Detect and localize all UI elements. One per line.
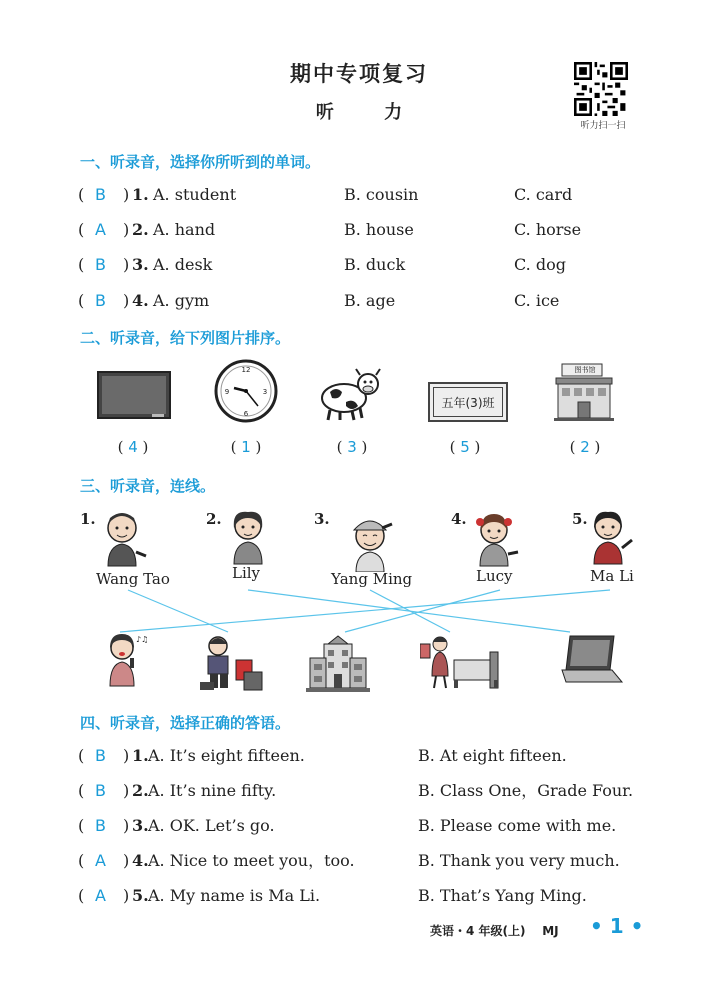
option-a: A. It’s nine fifty. <box>148 781 277 800</box>
page-title: 期中专项复习 <box>290 62 428 86</box>
svg-text:3: 3 <box>262 388 268 396</box>
laptop-icon <box>556 632 626 688</box>
option-a: A. student <box>153 185 237 204</box>
order-answer: ( 4 ) <box>117 438 149 456</box>
svg-text:12: 12 <box>241 366 251 374</box>
qr-caption: 听力扫一扫 <box>580 121 626 131</box>
answer: B <box>95 255 106 274</box>
match-line <box>370 590 450 632</box>
class-sign-text: 五年(3)班 <box>433 387 503 417</box>
answer: A <box>95 886 106 905</box>
order-answer: ( 5 ) <box>449 438 481 456</box>
match-line <box>120 590 610 632</box>
answer: B <box>95 185 106 204</box>
library-sign-text: 图书馆 <box>574 366 596 374</box>
building-icon <box>306 632 370 694</box>
answer: B <box>95 746 106 765</box>
option-c: C. ice <box>514 291 560 310</box>
singing-girl-icon <box>96 630 154 694</box>
section1-heading: 一、听录音，选择你所听到的单词。 <box>80 153 321 171</box>
order-answer: ( 2 ) <box>569 438 601 456</box>
option-b: B. That’s Yang Ming. <box>418 886 587 905</box>
section2-heading: 二、听录音，给下列图片排序。 <box>80 329 291 347</box>
option-b: B. At eight fifteen. <box>418 746 567 765</box>
option-c: C. dog <box>514 255 566 274</box>
option-a: A. OK. Let’s go. <box>148 816 275 835</box>
person-name: Ma Li <box>590 567 634 585</box>
option-a: A. desk <box>153 255 213 274</box>
option-b: B. Class One，Grade Four. <box>418 781 634 800</box>
person-name: Lily <box>232 564 261 582</box>
footer-book: 英语・4 年级(上) MJ <box>430 924 559 938</box>
option-a: A. hand <box>153 220 216 239</box>
svg-text:6: 6 <box>243 410 249 418</box>
boy-with-bags-icon <box>196 632 266 694</box>
option-a: A. It’s eight fifteen. <box>148 746 305 765</box>
option-a: A. gym <box>153 291 210 310</box>
answer: B <box>95 781 106 800</box>
order-answer: ( 1 ) <box>230 438 262 456</box>
girl-cleaning-bedroom-icon <box>420 630 504 694</box>
option-b: B. Thank you very much. <box>418 851 620 870</box>
person-name: Yang Ming <box>331 570 413 588</box>
section3-heading: 三、听录音，连线。 <box>80 477 216 495</box>
answer: A <box>95 851 106 870</box>
page-subtitle: 听 力 <box>315 102 425 123</box>
person-name: Lucy <box>476 567 513 585</box>
footer-edition: MJ <box>542 924 559 938</box>
svg-text:9: 9 <box>224 388 230 396</box>
option-b: B. Please come with me. <box>418 816 617 835</box>
answer: B <box>95 816 106 835</box>
option-a: A. My name is Ma Li. <box>148 886 321 905</box>
order-answer: ( 3 ) <box>336 438 368 456</box>
page-number: • 1 • <box>590 914 644 938</box>
option-a: A. Nice to meet you，too. <box>148 851 355 870</box>
option-c: C. horse <box>514 220 582 239</box>
option-b: B. age <box>344 291 396 310</box>
person-name: Wang Tao <box>96 570 170 588</box>
answer: A <box>95 220 106 239</box>
match-line <box>128 590 228 632</box>
option-b: B. cousin <box>344 185 419 204</box>
section4-heading: 四、听录音，选择正确的答语。 <box>80 714 291 732</box>
option-b: B. house <box>344 220 414 239</box>
option-b: B. duck <box>344 255 406 274</box>
answer: B <box>95 291 106 310</box>
svg-text:♪♫: ♪♫ <box>136 635 149 644</box>
option-c: C. card <box>514 185 573 204</box>
